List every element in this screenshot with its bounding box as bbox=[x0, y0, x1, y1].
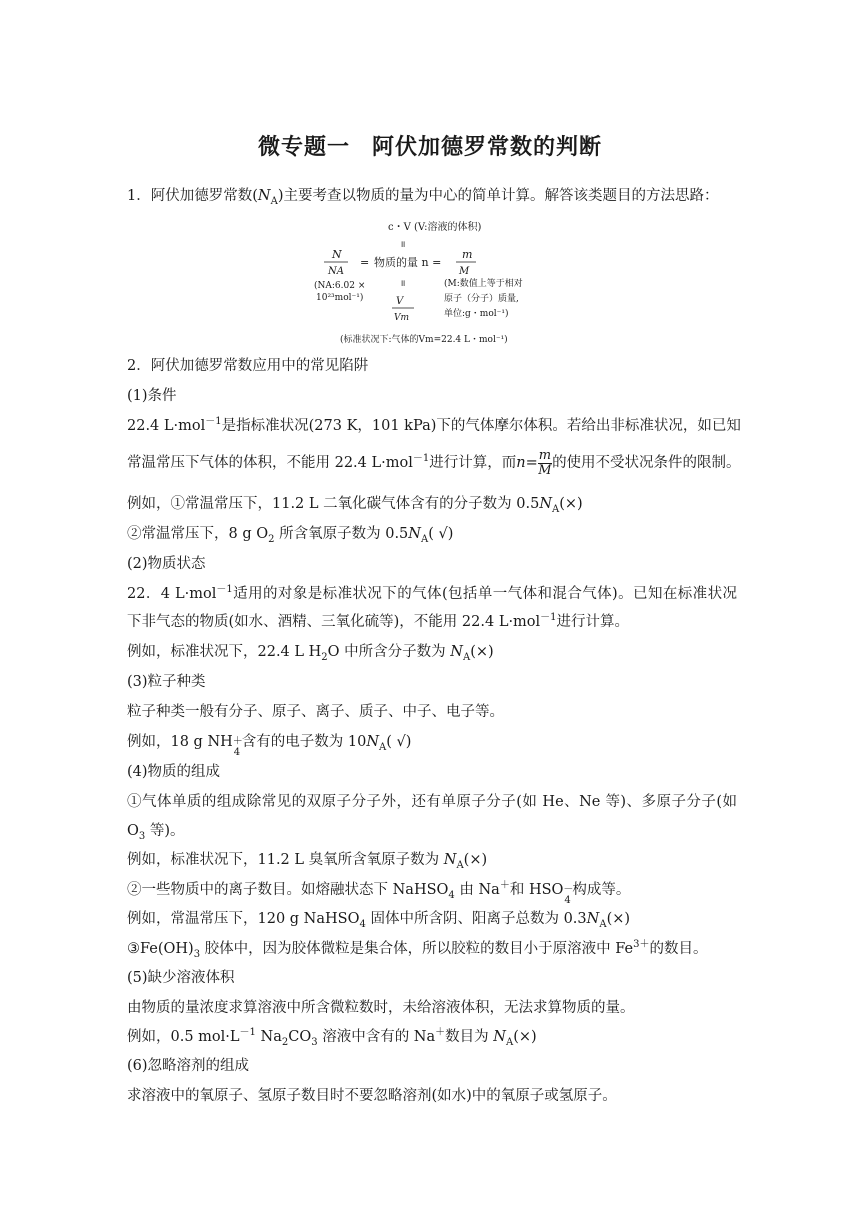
diagram-right-note-2: 原子（分子）质量, bbox=[444, 294, 519, 304]
diagram-footer: (标准状况下:气体的Vm=22.4 L・mol⁻¹) bbox=[340, 335, 508, 345]
method-diagram-svg bbox=[310, 218, 550, 348]
example-6: 例如，常温常压下，120 g NaHSO$_4$ 固体中所含阴、阳离子总数为 $0.3N_A(\times)$ bbox=[127, 911, 631, 930]
diagram-left-den: NA bbox=[328, 266, 344, 277]
example-5: 例如，标准状况下，11.2 L 臭氧所含氧原子数为 $N_A(\times)$ bbox=[127, 852, 488, 871]
diagram-left-note-1: (NA:6.02 × bbox=[314, 281, 366, 291]
subheading-2: (2)物质状态 bbox=[127, 556, 206, 572]
title-part-1: 微专题一 bbox=[257, 135, 350, 160]
diagram-eq1: = bbox=[360, 256, 370, 269]
paragraph-condition-2: 常温常压下气体的体积，不能用 22.4 L·mol$^{-1}$进行计算，而n= $\frac{m}{M}$ 的使用不受状况条件的限制。 bbox=[127, 447, 741, 478]
diagram-bottom-num: V bbox=[396, 296, 404, 307]
diagram-eq-top: ॥ bbox=[400, 240, 406, 250]
heading-2: 2．阿伏加德罗常数应用中的常见陷阱 bbox=[127, 358, 369, 374]
diagram-right-note-1: (M:数值上等于相对 bbox=[444, 279, 523, 289]
subheading-5: (5)缺少溶液体积 bbox=[127, 970, 235, 986]
diagram-bottom-den: Vm bbox=[394, 313, 410, 323]
paragraph-colloid: $③Fe(OH)_3$ 胶体中，因为胶体微粒是集合体，所以胶粒的数目小于原溶液中 $Fe^{3+}$的数目。 bbox=[127, 939, 708, 960]
diagram-top-label: c・V (V:溶液的体积) bbox=[388, 222, 482, 233]
paragraph-composition-1: ①气体单质的组成除常见的双原子分子外，还有单原子分子(如 He、Ne 等)、多原子分子(如 bbox=[127, 794, 737, 810]
diagram-right-num: m bbox=[462, 248, 473, 261]
diagram-right-den: M bbox=[459, 266, 470, 277]
diagram-eq-bottom: ॥ bbox=[400, 279, 406, 289]
paragraph-condition-1: 22.4 L·mol$^{-1}$是指标准状况(273 K，101 kPa)下的气体摩尔体积。若给出非标准状况，如已知 bbox=[127, 416, 741, 434]
subheading-6: (6)忽略溶剂的组成 bbox=[127, 1058, 250, 1074]
diagram-left-num: N bbox=[332, 248, 342, 261]
paragraph-1: 1．阿伏加德罗常数$(N_A)$主要考查以物质的量为中心的简单计算。解答该类题目的方法思路： bbox=[127, 188, 719, 207]
example-3: 例如，标准状况下，22.4 L $H_2O$ 中所含分子数为 $N_A(\times)$ bbox=[127, 644, 494, 663]
example-2: ②常温常压下，8 g $O_2$ 所含氧原子数为 $0.5N_A$( √) bbox=[127, 526, 454, 545]
diagram-right-note-3: 单位:g・mol⁻¹) bbox=[444, 309, 509, 319]
paragraph-particles: 粒子种类一般有分子、原子、离子、质子、中子、电子等。 bbox=[127, 704, 504, 720]
paragraph-composition-2: $O_3$ 等)。 bbox=[127, 823, 185, 842]
example-7: 例如，0.5 $mol\cdot L^{-1}$ $Na_2CO_3$ 溶液中含有的 Na＋数目为 $N_A(\times)$ bbox=[127, 1027, 537, 1048]
title-part-2: 阿伏加德罗常数的判断 bbox=[372, 135, 603, 160]
diagram-left-note-2: 10²³mol⁻¹) bbox=[316, 293, 364, 303]
example-4: 例如，18 g NH ＋ 4 含有的电子数为 $10N_A$( √) bbox=[127, 734, 412, 758]
formula-m-over-M: $\frac{m}{M}$ bbox=[538, 447, 552, 478]
paragraph-solvent: 求溶液中的氧原子、氢原子数目时不要忽略溶剂(如水)中的氧原子或氢原子。 bbox=[127, 1088, 617, 1104]
subheading-1: (1)条件 bbox=[127, 388, 177, 404]
subheading-4: (4)物质的组成 bbox=[127, 764, 221, 780]
paragraph-state-2: 下非气态的物质(如水、酒精、三氧化硫等)，不能用 22.4 L·mol$^{-1}$进行计算。 bbox=[127, 612, 630, 630]
paragraph-state-1: 22．4 L·mol$^{-1}$适用的对象是标准状况下的气体(包括单一气体和混合气体)。已知在标准状况 bbox=[127, 584, 738, 602]
paragraph-volume: 由物质的量浓度求算溶液中所含微粒数时，未给溶液体积，无法求算物质的量。 bbox=[127, 1000, 635, 1016]
method-diagram bbox=[310, 218, 550, 348]
page-title bbox=[0, 130, 860, 161]
paragraph-ions: ②一些物质中的离子数目。如熔融状态下 NaHSO$_4$ 由 Na＋和 HSO － 4 构成等。 bbox=[127, 880, 631, 906]
diagram-center: 物质的量 n = bbox=[374, 256, 442, 269]
example-1: 例如，①常温常压下，11.2 L 二氧化碳气体含有的分子数为 $0.5N_A(\times)$ bbox=[127, 496, 583, 515]
subheading-3: (3)粒子种类 bbox=[127, 674, 206, 690]
